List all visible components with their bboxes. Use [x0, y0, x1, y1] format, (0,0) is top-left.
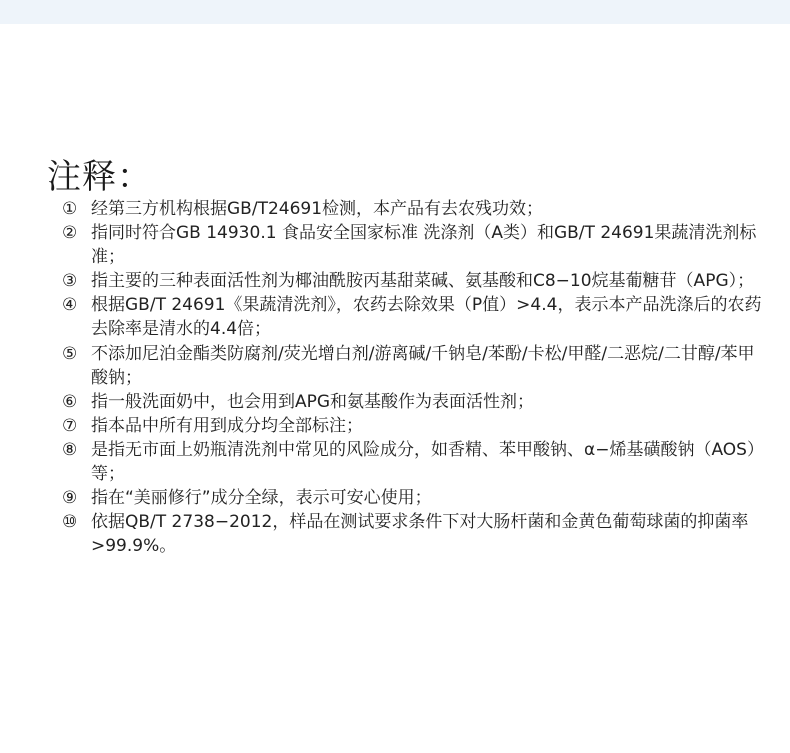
note-item [62, 390, 762, 414]
note-text: 是指无市面上奶瓶清洗剂中常见的风险成分，如香精、苯甲酸钠、α−烯基磺酸钠（AOS）等； [91, 439, 756, 485]
note-item [62, 269, 762, 293]
note-text: 不添加尼泊金酯类防腐剂/荧光增白剂/游离碱/千钠皂/苯酚/卡松/甲醛/二恶烷/二甘醇/苯甲酸钠； [91, 343, 755, 388]
note-text: 指同时符合GB 14930.1 食品安全国家标准 洗涤剂（A类）和GB/T 24691果蔬清洗剂标准； [91, 223, 757, 268]
note-text: 指主要的三种表面活性剂为椰油酰胺丙基甜菜碱、氨基酸和C8−10烷基葡糖苷（APG）； [91, 271, 755, 292]
note-text: 指在“美丽修行”成分全绿，表示可安心使用； [91, 488, 432, 509]
note-number: ⑤ [62, 343, 78, 364]
note-item [62, 510, 762, 558]
note-text: 经第三方机构根据GB/T24691检测，本产品有去农残功效； [91, 199, 544, 219]
note-number: ⑨ [62, 488, 78, 509]
note-number: ⑩ [62, 512, 78, 533]
note-item [62, 197, 762, 221]
note-text: 指一般洗面奶中，也会用到APG和氨基酸作为表面活性剂； [91, 391, 535, 412]
note-number: ⑥ [62, 391, 78, 412]
note-text: 指本品中所有用到成分均全部标注； [91, 415, 363, 436]
note-text: 根据GB/T 24691《果蔬清洗剂》，农药去除效果（P值）>4.4，表示本产品洗涤后的农药去除率是清水的4.4倍； [91, 295, 762, 340]
note-item [62, 438, 762, 486]
page-title: 注释： [47, 156, 152, 197]
top-band [0, 0, 790, 24]
notes-list [62, 197, 762, 558]
note-text: 依据QB/T 2738−2012，样品在测试要求条件下对大肠杆菌和金黄色葡萄球菌的抑菌率>99.9%。 [91, 512, 749, 557]
note-number: ④ [62, 295, 78, 316]
note-item [62, 486, 762, 510]
note-item [62, 221, 762, 269]
note-item [62, 414, 762, 438]
note-number: ③ [62, 271, 78, 292]
note-number: ② [62, 223, 78, 244]
note-number: ① [62, 199, 78, 219]
note-item [62, 293, 762, 341]
note-item [62, 342, 762, 390]
note-number: ⑦ [62, 415, 78, 436]
note-number: ⑧ [62, 439, 78, 460]
